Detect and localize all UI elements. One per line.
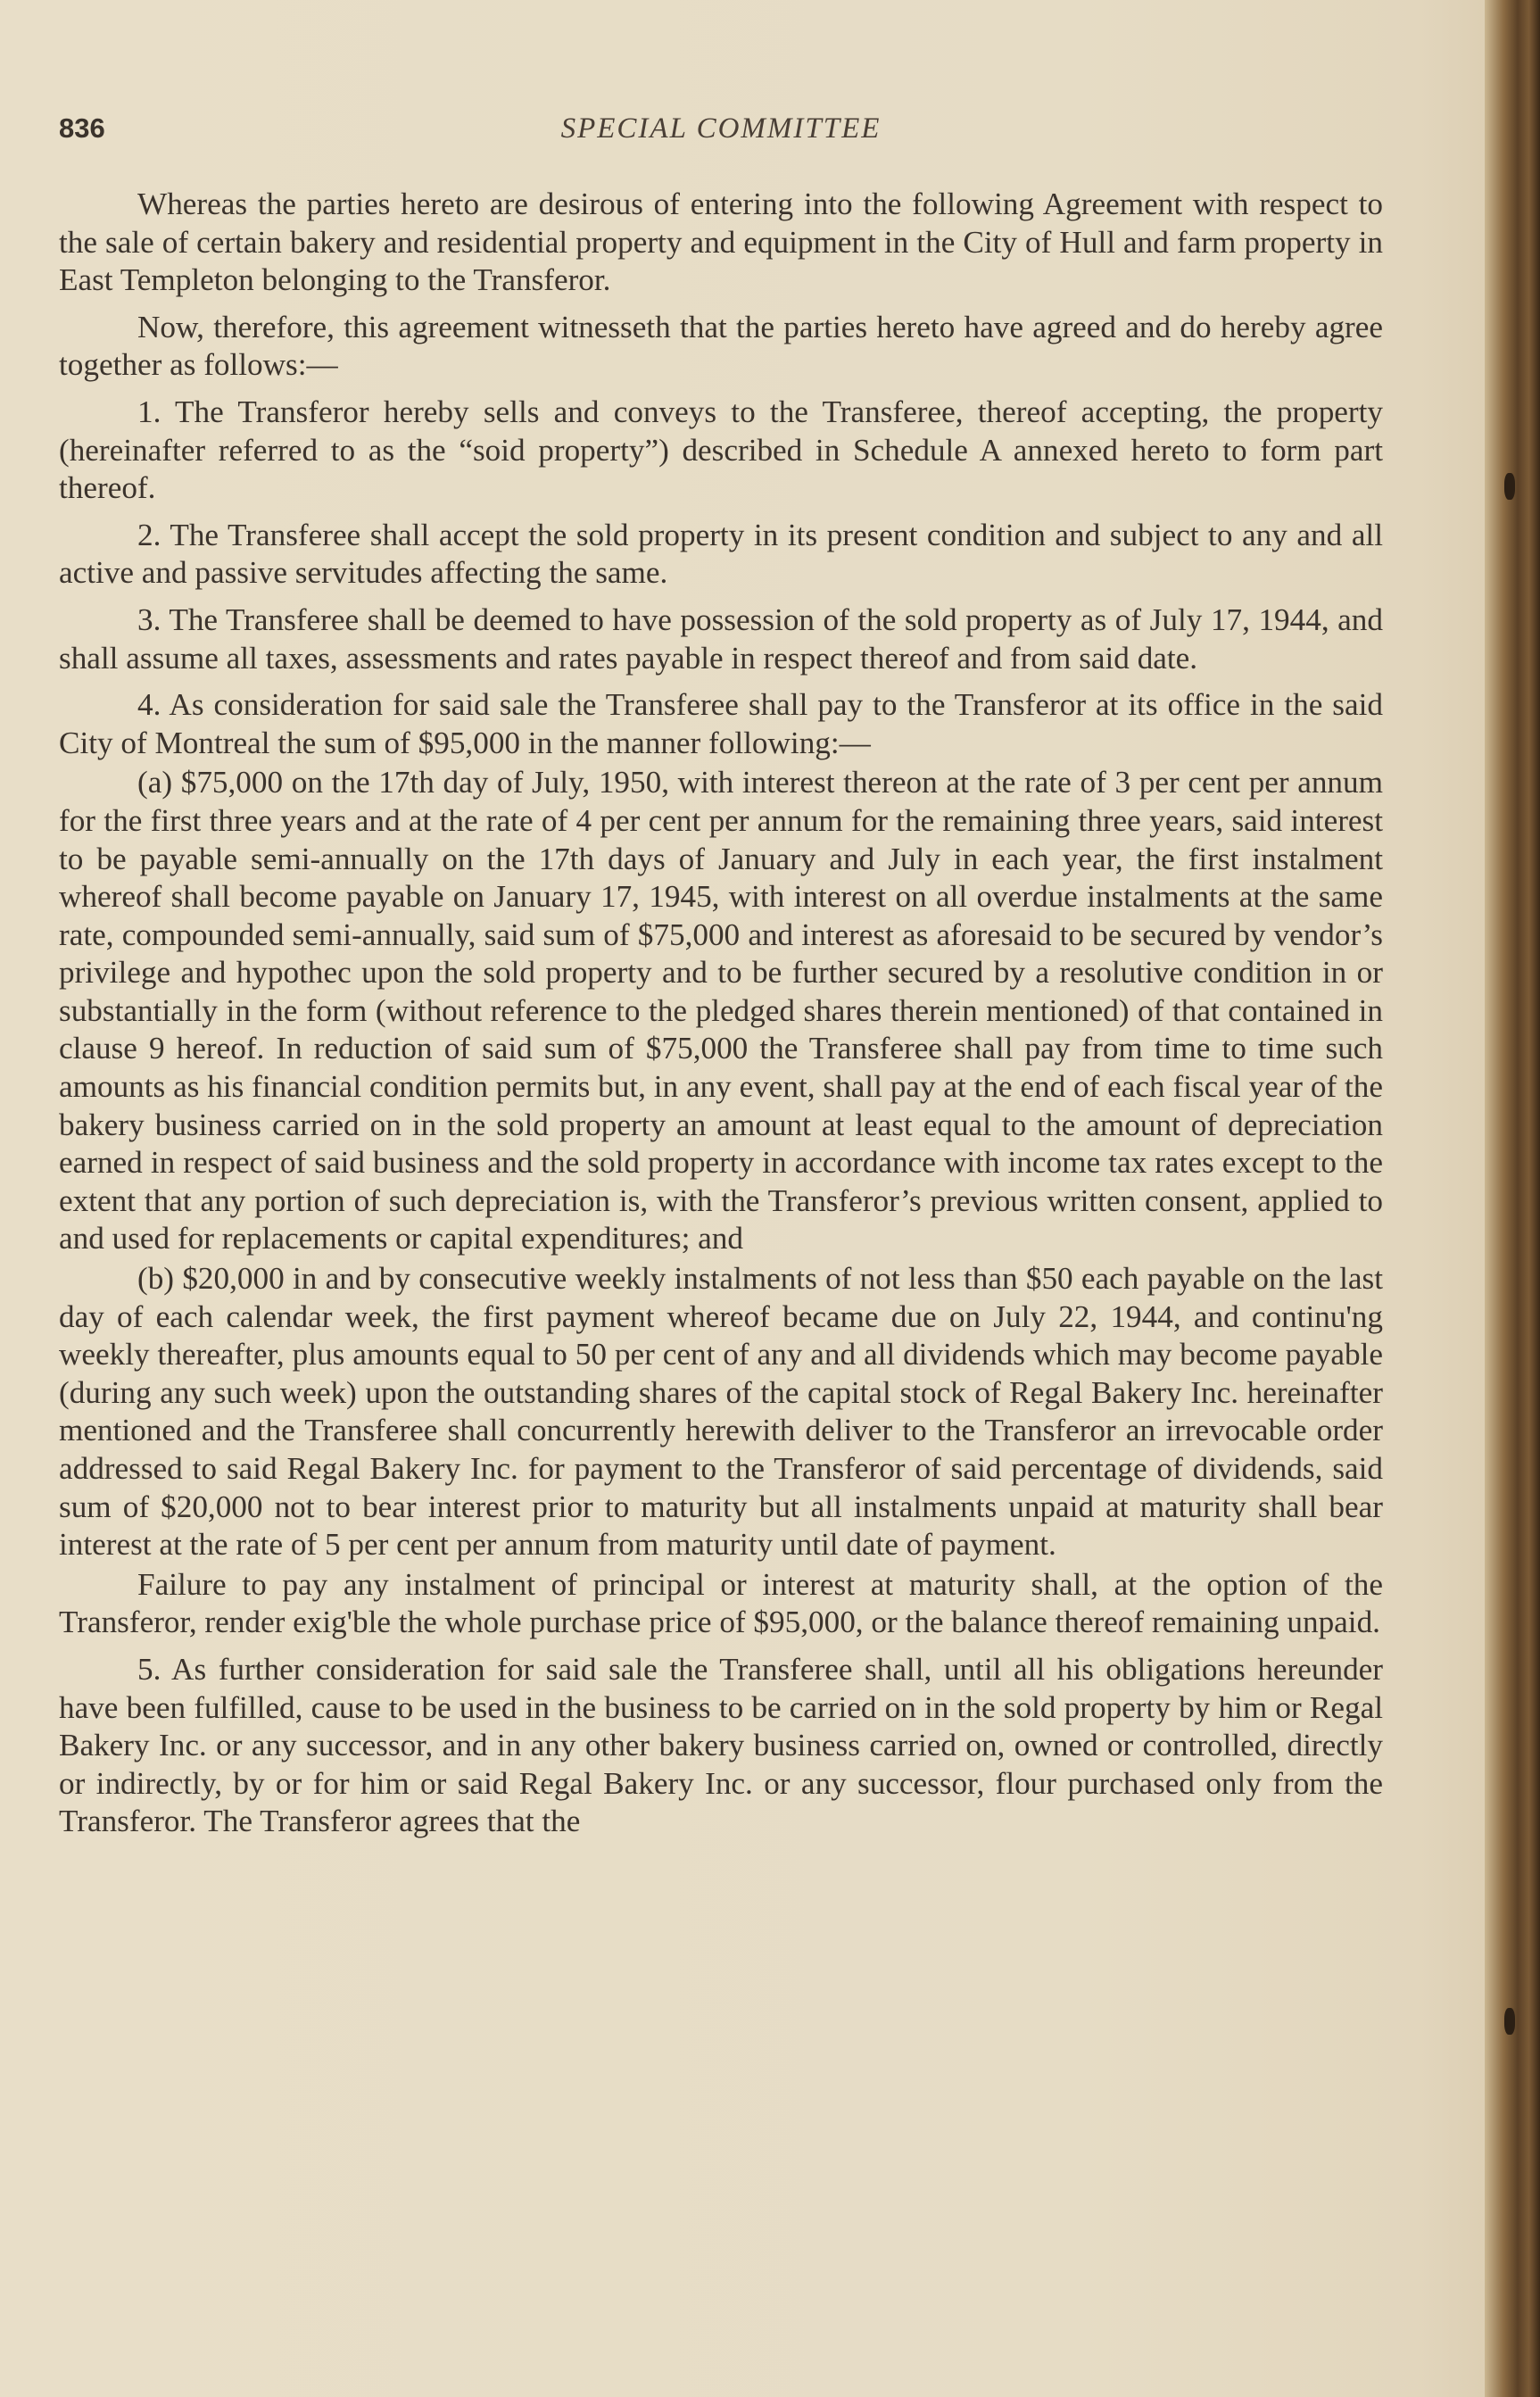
page-header bbox=[59, 112, 1383, 157]
book-spine-shadow bbox=[1485, 0, 1540, 2397]
page-number: 836 bbox=[59, 112, 105, 144]
paragraph-clause-4: 4. As consideration for said sale the Transferee shall pay to the Transferor at its office in the said City of Montreal the sum of $95,000 in the manner following:— bbox=[59, 687, 1383, 760]
paragraph-clause-4b: (b) $20,000 in and by consecutive weekly instalments of not less than $50 each payable on the last day of each calendar week, the first payment whereof became due on July 22, 1944, and continu'ng weekly thereafter, plus amounts equal to 50 per cent of any and all dividends which may become payable (during any such week) upon the outstanding shares of the capital stock of Regal Bakery Inc. hereinafter mentioned and the Transferee shall concurrently herewith deliver to the Transferor an irrevocable order addressed to said Regal Bakery Inc. for payment to the Transferor of said percentage of dividends, said sum of $20,000 not to bear interest prior to maturity but all instalments unpaid at maturity shall bear interest at the rate of 5 per cent per annum from maturity until date of payment. bbox=[59, 1261, 1383, 1563]
paragraph-recital: Whereas the parties hereto are desirous of entering into the following Agreement with respect to the sale of certain bakery and residential property and equipment in the City of Hull and farm property in East Templeton belonging to the Transferor. bbox=[59, 187, 1383, 298]
paragraph-failure-to-pay: Failure to pay any instalment of principal or interest at maturity shall, at the option of the Transferor, render exig'ble the whole purchase price of $95,000, or the balance thereof remaining unpaid. bbox=[59, 1566, 1383, 1640]
binding-mark bbox=[1504, 473, 1515, 500]
body-text bbox=[59, 186, 1383, 1850]
binding-mark bbox=[1504, 2008, 1515, 2035]
paragraph-clause-2: 2. The Transferee shall accept the sold property in its present condition and subject to any and all active and passive servitudes affecting the same. bbox=[59, 517, 1383, 591]
paragraph-clause-1: 1. The Transferor hereby sells and conveys to the Transferee, thereof accepting, the property (hereinafter referred to as the “soid property”) described in Schedule A annexed hereto to form part thereof. bbox=[59, 394, 1383, 506]
paragraph-clause-4a: (a) $75,000 on the 17th day of July, 1950, with interest thereon at the rate of 3 per cent per annum for the first three years and at the rate of 4 per cent per annum for the remaining three years, said interest to be payable semi-annually on the 17th days of January and July in each year, the first instalment whereof shall become payable on January 17, 1945, with interest on all overdue instalments at the same rate, compounded semi-annually, said sum of $75,000 and interest as aforesaid to be secured by vendor’s privilege and hypothec upon the sold property and to be further secured by a resolutive condition in or substantially in the form (without reference to the pledged shares therein mentioned) of that contained in clause 9 hereof. In reduction of said sum of $75,000 the Transferee shall pay from time to time such amounts as his financial condition permits but, in any event, shall pay at the end of each fiscal year of the bakery business carried on in the sold property an amount at least equal to the amount of depreciation earned in respect of said business and the sold property in accordance with income tax rates except to the extent that any portion of such depreciation is, with the Transferor’s previous written consent, applied to and used for replacements or capital expenditures; and bbox=[59, 765, 1383, 1257]
running-title: SPECIAL COMMITTEE bbox=[560, 112, 882, 145]
paragraph-witnesseth: Now, therefore, this agreement witnesseth that the parties hereto have agreed and do hereby agree together as follows:— bbox=[59, 309, 1383, 383]
paragraph-clause-3: 3. The Transferee shall be deemed to have possession of the sold property as of July 17, 1944, and shall assume all taxes, assessments and rates payable in respect thereof and from said date. bbox=[59, 601, 1383, 676]
paragraph-clause-5: 5. As further consideration for said sale the Transferee shall, until all his obligations hereunder have been fulfilled, cause to be used in the business to be carried on in the sold property by him or Regal Bakery Inc. or any successor, and in any other bakery business carried on, owned or controlled, directly or indirectly, by or for him or said Regal Bakery Inc. or any successor, flour purchased only from the Transferor. The Transferor agrees that the bbox=[59, 1651, 1383, 1839]
